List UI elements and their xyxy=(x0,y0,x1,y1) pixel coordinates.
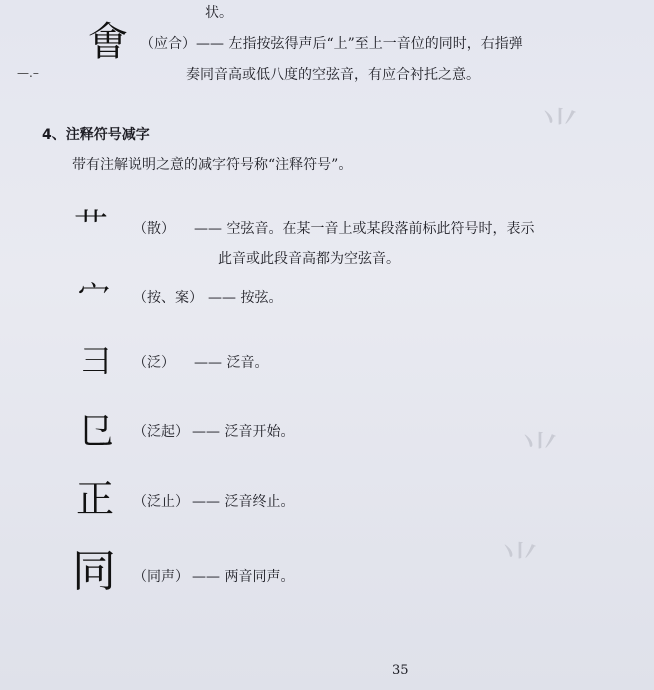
san-desc-1: —— 空弦音。在某一音上或某段落前标此符号时，表示 xyxy=(194,221,535,237)
ying-he-desc-1: —— 左指按弦得声后“上”至上一音位的同时，右指弹 xyxy=(196,36,523,52)
fan-qi-name: （泛起） xyxy=(133,424,189,440)
ying-he-name: （应合） xyxy=(140,36,196,52)
tong-sheng-name: （同声） xyxy=(133,569,189,585)
fan-zhi-glyph: 正 xyxy=(76,477,115,521)
an-glyph: 宀 xyxy=(78,277,111,315)
bleed-through-mark: ⺌ xyxy=(540,105,580,151)
fan-qi-desc: —— 泛音开始。 xyxy=(192,424,295,440)
an-name: （按、案） xyxy=(133,290,203,306)
san-name: （散） xyxy=(133,221,175,237)
top-fragment: 状。 xyxy=(205,5,233,21)
ying-he-glyph: 㑹 xyxy=(88,19,128,65)
san-glyph: 艹 xyxy=(74,207,108,247)
fan-qi-glyph: 㔾 xyxy=(78,411,115,452)
fan-name: （泛） xyxy=(133,355,175,371)
margin-mark: —.– xyxy=(17,66,39,80)
san-desc-2: 此音或此段音高都为空弦音。 xyxy=(218,251,400,267)
tong-sheng-glyph: 同 xyxy=(72,546,116,597)
an-desc: —— 按弦。 xyxy=(208,290,283,306)
bleed-through-mark: ⺌ xyxy=(500,539,540,585)
tong-sheng-desc: —— 两音同声。 xyxy=(192,569,295,585)
section-heading: 4、注释符号减字 xyxy=(42,127,150,143)
fan-zhi-desc: —— 泛音终止。 xyxy=(192,494,295,510)
ying-he-desc-2: 奏同音高或低八度的空弦音，有应合衬托之意。 xyxy=(186,67,480,83)
fan-zhi-name: （泛止） xyxy=(133,494,189,510)
bleed-through-mark: ⺌ xyxy=(520,429,560,475)
section-intro: 带有注解说明之意的减字符号称“注释符号”。 xyxy=(72,157,353,173)
fan-desc: —— 泛音。 xyxy=(194,355,269,371)
fan-glyph: ⺕ xyxy=(80,342,113,380)
page-number: 35 xyxy=(392,663,409,678)
